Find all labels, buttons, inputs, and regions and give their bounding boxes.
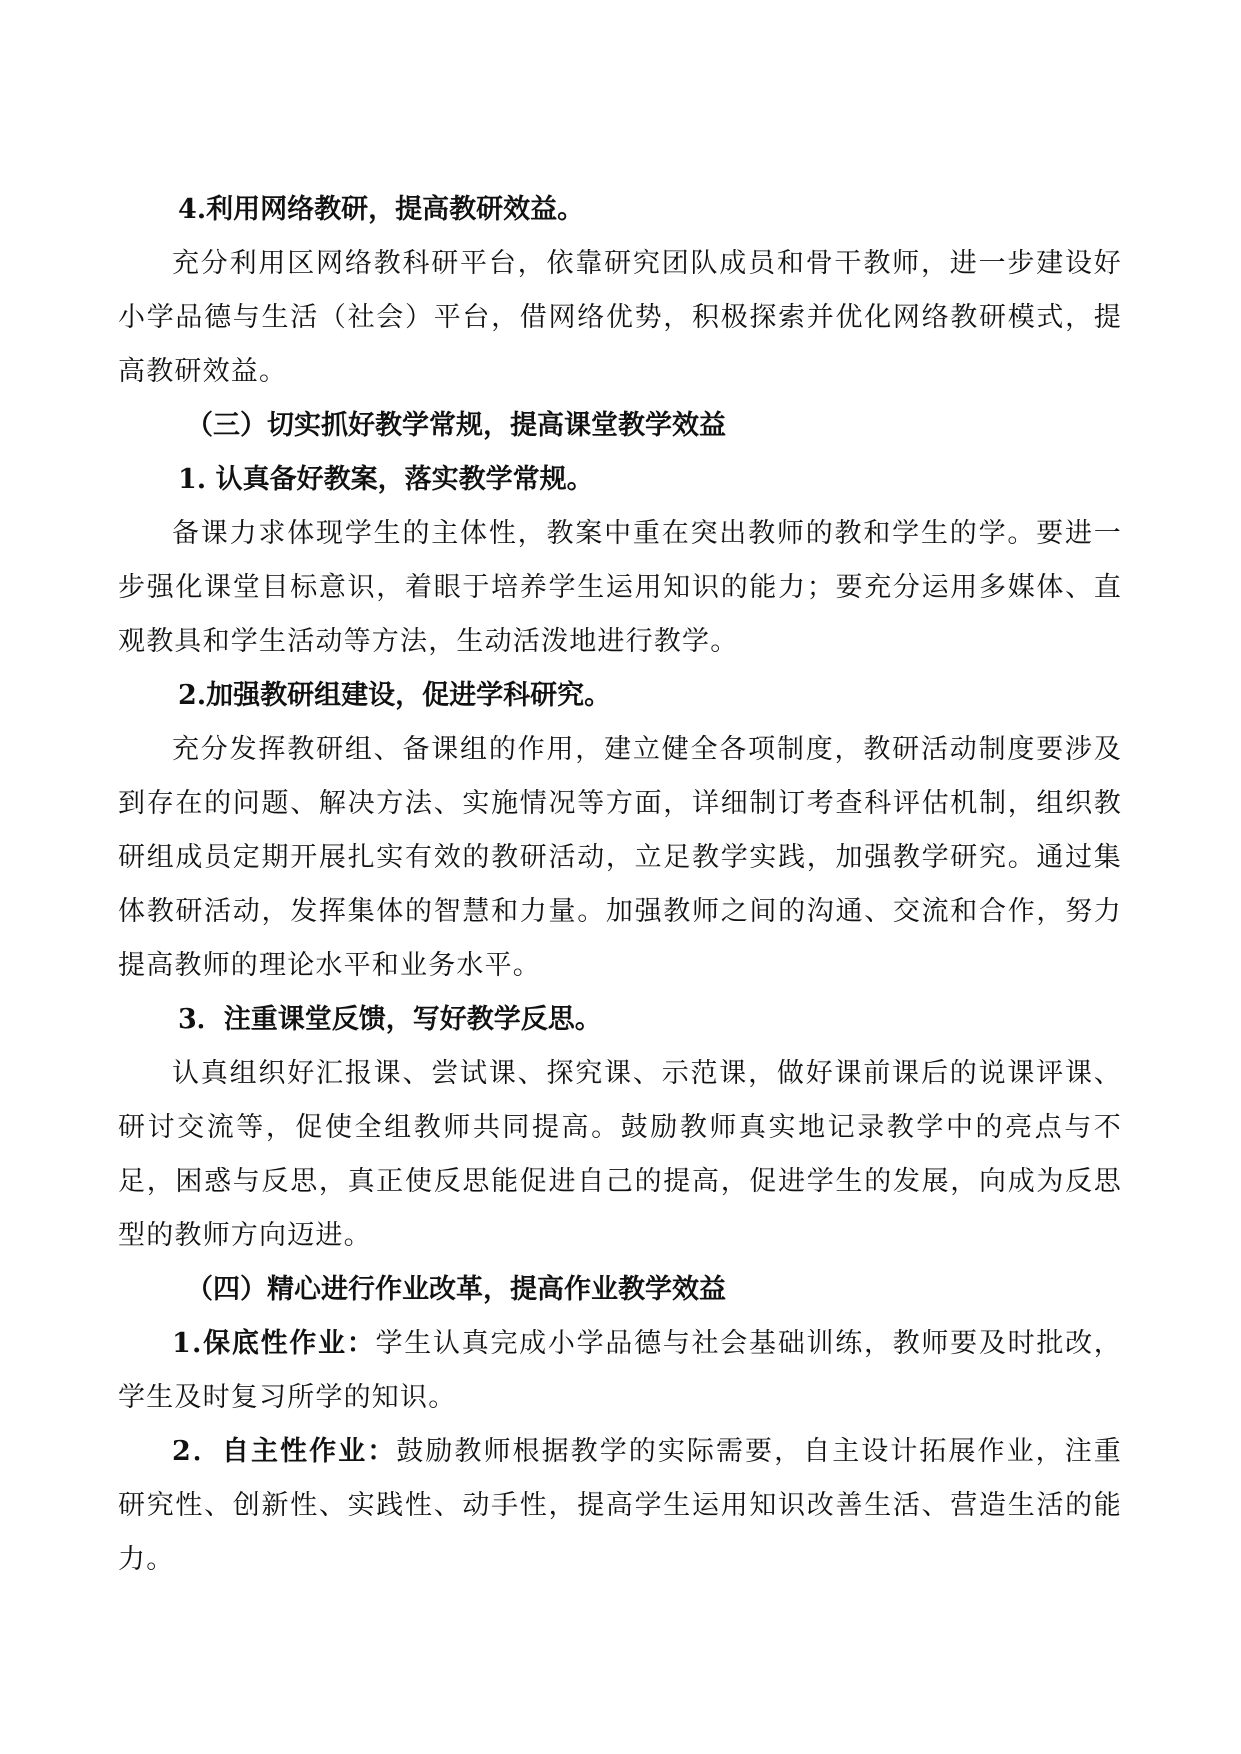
part-3-item-2-paragraph: 充分发挥教研组、备课组的作用，建立健全各项制度，教研活动制度要涉及到存在的问题、解决方法、实施情况等方面，详细制订考查科评估机制，组织教研组成员定期开展扎实有效的教研活动，立足教学实践，加强教学研究。通过集体教研活动，发挥集体的智慧和力量。加强教师之间的沟通、交流和合作，努力提高教师的理论水平和业务水平。 bbox=[118, 734, 1122, 981]
part-3-heading: （三）切实抓好教学常规，提高课堂教学效益 bbox=[186, 410, 726, 441]
document-content bbox=[118, 183, 1122, 1587]
part-4-item-2-paragraph bbox=[118, 1425, 1122, 1587]
part-4-item-2-text: 鼓励教师根据教学的实际需要，自主设计拓展作业，注重研究性、创新性、实践性、动手性，提高学生运用知识改善生活、营造生活的能力。 bbox=[118, 1436, 1123, 1575]
section-4-heading: 4.利用网络教研，提高教研效益。 bbox=[178, 194, 585, 225]
part-3-item-3-heading: 3．注重课堂反馈，写好教学反思。 bbox=[178, 1004, 602, 1035]
part-3-item-1-heading: 1. 认真备好教案，落实教学常规。 bbox=[178, 464, 594, 495]
section-4-paragraph: 充分利用区网络教科研平台，依靠研究团队成员和骨干教师，进一步建设好小学品德与生活（社会）平台，借网络优势，积极探索并优化网络教研模式，提高教研效益。 bbox=[118, 248, 1122, 387]
part-4-item-1-lead: 1.保底性作业： bbox=[172, 1328, 376, 1359]
part-4-item-2-lead: 2．自主性作业： bbox=[172, 1436, 397, 1467]
part-3-item-1-paragraph: 备课力求体现学生的主体性，教案中重在突出教师的教和学生的学。要进一步强化课堂目标意识，着眼于培养学生运用知识的能力；要充分运用多媒体、直观教具和学生活动等方法，生动活泼地进行教学。 bbox=[118, 518, 1122, 657]
part-3-item-2-heading: 2.加强教研组建设，促进学科研究。 bbox=[178, 680, 612, 711]
part-4-heading: （四）精心进行作业改革，提高作业教学效益 bbox=[186, 1274, 726, 1305]
part-3-item-3-paragraph: 认真组织好汇报课、尝试课、探究课、示范课，做好课前课后的说课评课、研讨交流等，促使全组教师共同提高。鼓励教师真实地记录教学中的亮点与不足，困惑与反思，真正使反思能促进自己的提高，促进学生的发展，向成为反思型的教师方向迈进。 bbox=[118, 1058, 1122, 1251]
part-4-item-1-text: 学生认真完成小学品德与社会基础训练，教师要及时批改，学生及时复习所学的知识。 bbox=[118, 1328, 1122, 1413]
part-4-item-1-paragraph bbox=[118, 1317, 1122, 1425]
